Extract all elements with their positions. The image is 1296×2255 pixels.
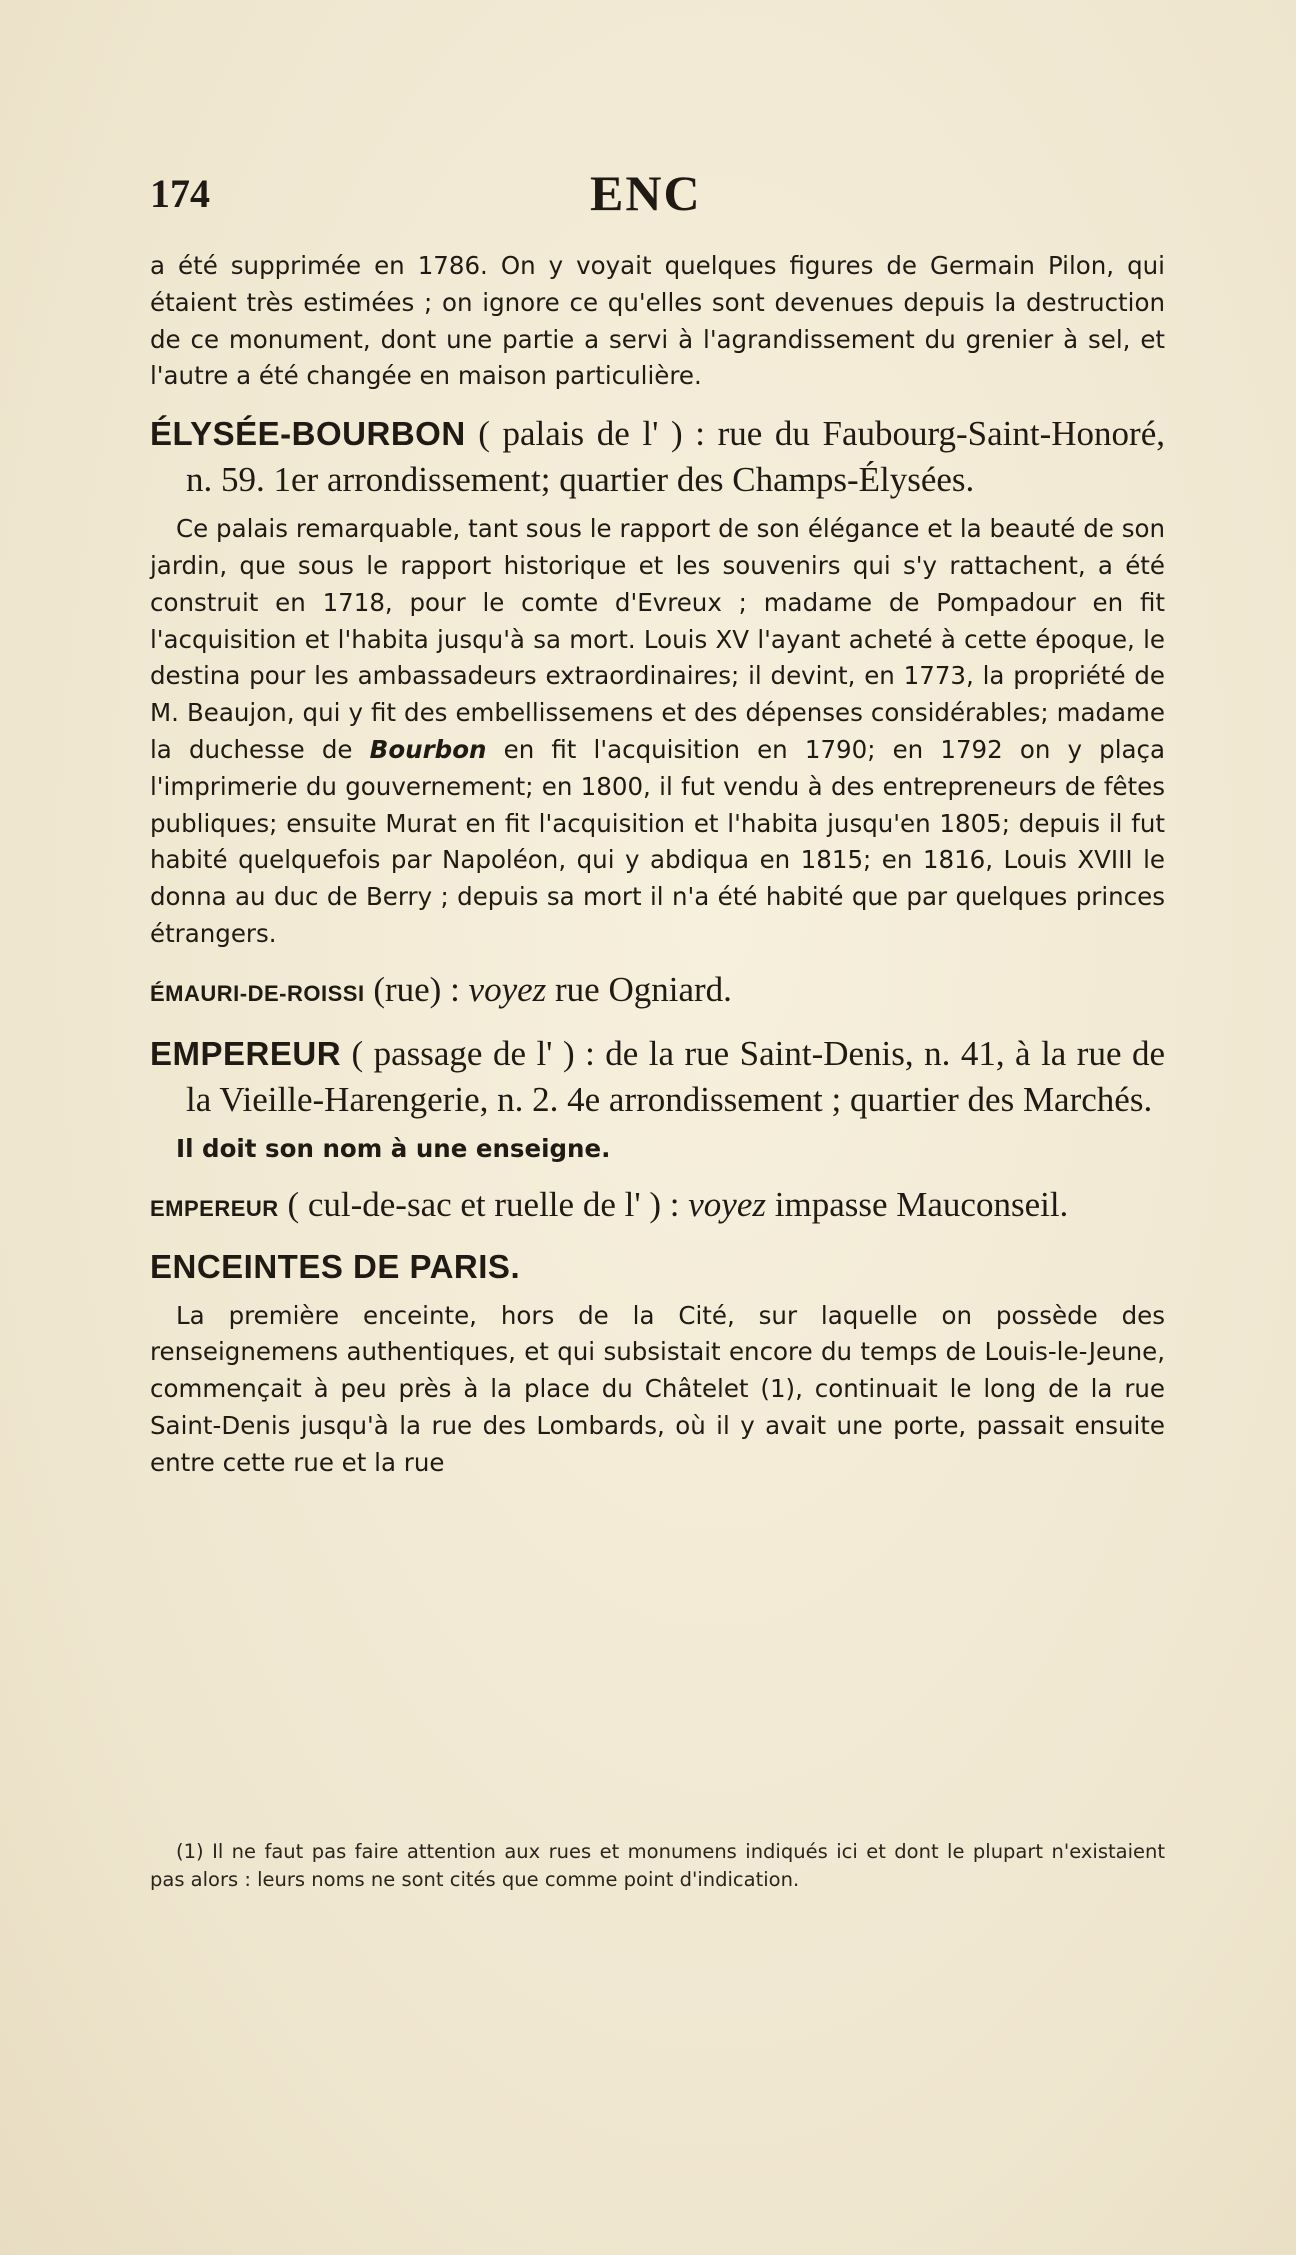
running-head: ENC	[590, 165, 702, 221]
entry-heading-enceintes-de-paris	[150, 1244, 1165, 1290]
entry-body-italic-name: Bourbon	[369, 734, 487, 764]
page-number: 174	[150, 171, 210, 216]
entry-body-enceintes-de-paris: La première enceinte, hors de la Cité, sur laquelle on possède des renseignemens authentiques, et qui subsistait encore du temps de Louis-le-Jeune, commençait à peu près à la place du Châtelet (1), continuait le long de la rue Saint-Denis jusqu'à la rue des Lombards, où il y avait une porte, passait ensuite entre cette rue et la rue	[150, 1300, 1165, 1477]
reference-target-emauri: rue Ogniard.	[546, 969, 732, 1009]
page-body	[150, 248, 1165, 1482]
entry-heading-empereur-passage	[150, 1031, 1165, 1123]
entry-type-emauri: (rue) :	[364, 969, 469, 1009]
entry-type-empereur-cul-de-sac: ( cul-de-sac et ruelle de l' ) :	[278, 1184, 689, 1224]
see-reference-emauri: voyez	[468, 969, 547, 1009]
see-reference-empereur: voyez	[688, 1184, 766, 1224]
page-header	[150, 165, 1150, 230]
entry-name-empereur-passage: EMPEREUR	[150, 1034, 342, 1072]
entry-body-text-part-2: en fit l'acquisition en 1790; en 1792 on y plaça l'imprimerie du gouvernement; en 1800, il fut vendu à des entrepreneurs de fêtes publiques; ensuite Murat en fit l'acquisition et l'habita jusqu'en 1805; depuis il fut habité quelquefois par Napoléon, qui y abdiqua en 1815; en 1816, Louis XVIII le donna au duc de Berry ; depuis sa mort il n'a été habité que par quelques princes étrangers.	[150, 734, 1166, 948]
footnote: (1) Il ne faut pas faire attention aux rues et monumens indiqués ici et dont le plupart n'existaient pas alors : leurs noms ne sont cités que comme point d'indication.	[150, 1840, 1165, 1891]
entry-name-empereur-cul-de-sac: EMPEREUR	[150, 1195, 279, 1221]
entry-name-enceintes-de-paris: ENCEINTES DE PARIS.	[150, 1247, 521, 1285]
entry-name-elysee-bourbon: ÉLYSÉE-BOURBON	[150, 415, 466, 453]
entry-heading-elysee-bourbon	[150, 411, 1165, 503]
entry-body-text-part-1: Ce palais remarquable, tant sous le rapport de son élégance et la beauté de son jardin, que sous le rapport historique et les souvenirs qui s'y rattachent, a été construit en 1718, pour le comte d'Evreux ; madame de Pompadour en fit l'acquisition et l'habita jusqu'à sa mort. Louis XV l'ayant acheté à cette époque, le destina pour les ambassadeurs extraordinaires; il devint, en 1773, la propriété de M. Beaujon, qui y fit des embellissemens et des dépenses considérables; madame la duchesse de	[150, 514, 1165, 764]
entry-body-elysee-bourbon	[150, 511, 1165, 953]
entry-body-empereur-passage: Il doit son nom à une enseigne.	[176, 1133, 611, 1163]
entry-location-elysee-bourbon: ( palais de l' ) : rue du Faubourg-Saint-Honoré, n. 59. 1er arrondissement; quartier des Champs-Élysées.	[186, 414, 1165, 500]
entry-name-emauri-de-roissi: ÉMAURI-DE-ROISSI	[150, 980, 365, 1006]
reference-target-empereur: impasse Mauconseil.	[766, 1184, 1069, 1224]
entry-location-empereur-passage: ( passage de l' ) : de la rue Saint-Denis, n. 41, à la rue de la Vieille-Harengerie, n. 2. 4e arrondissement ; quartier des Marchés.	[186, 1033, 1165, 1119]
continuation-paragraph: a été supprimée en 1786. On y voyait quelques figures de Germain Pilon, qui étaient très estimées ; on ignore ce qu'elles sont devenues depuis la destruction de ce monument, dont une partie a servi à l'agrandissement du grenier à sel, et l'autre a été changée en maison particulière.	[150, 251, 1165, 391]
entry-heading-emauri-de-roissi	[150, 967, 1165, 1017]
entry-heading-empereur-cul-de-sac	[150, 1182, 1165, 1232]
